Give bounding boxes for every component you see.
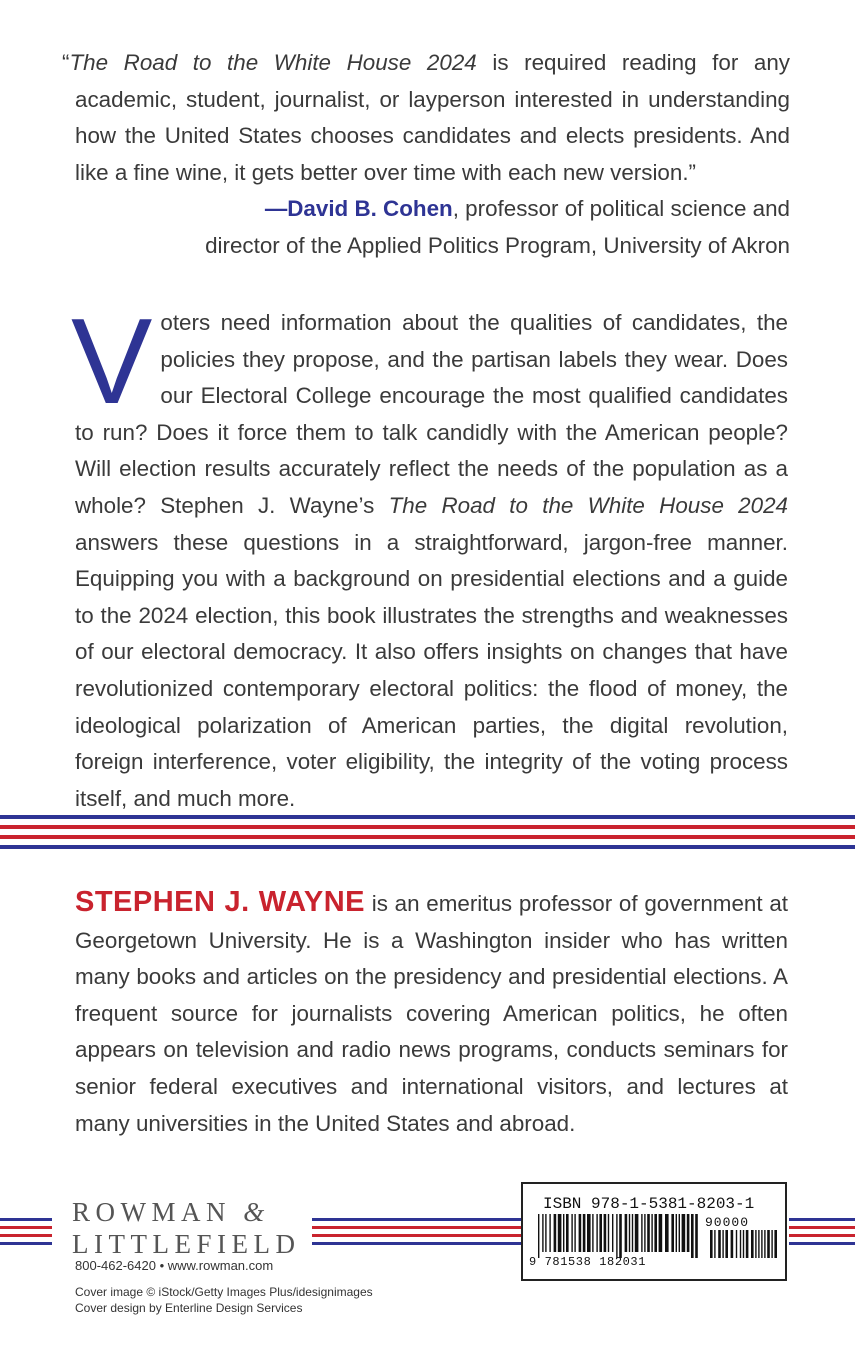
barcode-bar — [616, 1214, 617, 1258]
addon-bar — [761, 1230, 762, 1258]
quote-book-title: The Road to the White House 2024 — [69, 50, 477, 75]
addon-bar — [767, 1230, 770, 1258]
addon-bar — [743, 1230, 744, 1258]
barcode-bar — [695, 1214, 698, 1258]
barcode-bar — [592, 1214, 593, 1252]
barcode-bar — [651, 1214, 652, 1252]
barcode-bar — [579, 1214, 582, 1252]
barcode-bar — [549, 1214, 550, 1252]
cover-credits — [75, 1284, 373, 1316]
cover-image-credit: Cover image © iStock/Getty Images Plus/idesignimages — [75, 1285, 373, 1299]
addon-bar — [736, 1230, 737, 1258]
stripe-divider — [0, 815, 855, 849]
barcode-bar — [654, 1214, 657, 1252]
barcode-bar — [574, 1214, 575, 1252]
barcode-bar — [632, 1214, 633, 1252]
barcode-bar — [558, 1214, 562, 1252]
description-book-title: The Road to the White House 2024 — [388, 492, 788, 518]
ean-digits: 9 781538 182031 — [529, 1255, 647, 1269]
addon-bar — [751, 1230, 754, 1258]
barcode-bar — [619, 1214, 622, 1258]
barcode-bar — [665, 1214, 669, 1252]
quote-affiliation: director of the Applied Politics Program, University of Akron — [205, 232, 790, 258]
barcode-bar — [641, 1214, 642, 1252]
publisher-logo: ROWMAN & LITTLEFIELD — [72, 1197, 301, 1259]
author-bio: STEPHEN J. WAYNE is an emeritus professor of government at Georgetown University. He is a Washington insider who has written many books and articles on the presidency and presidential elections. A frequent source for journalists covering American politics, he often appears on television and radio news programs, conducts seminars for senior federal executives and international visitors, and lectures at many universities in the United States and abroad. — [75, 886, 788, 1136]
addon-bar — [755, 1230, 756, 1258]
addon-bar — [764, 1230, 765, 1258]
barcode-bar — [554, 1214, 557, 1252]
barcode-bar — [676, 1214, 677, 1252]
barcode-bar — [538, 1214, 539, 1258]
addon-bar — [758, 1230, 759, 1258]
stripe-left — [0, 1218, 52, 1262]
publisher-contact: 800-462-6420 • www.rowman.com — [75, 1258, 274, 1273]
addon-bar — [740, 1230, 741, 1258]
drop-cap: V — [71, 293, 153, 429]
barcode-bar — [629, 1214, 630, 1252]
barcode-bar — [644, 1214, 645, 1252]
barcode-bar — [587, 1214, 591, 1252]
barcode-bar — [647, 1214, 650, 1252]
isbn-label: ISBN 978-1-5381-8203-1 — [543, 1195, 755, 1213]
barcode-bar — [599, 1214, 602, 1252]
addon-bar — [731, 1230, 734, 1258]
barcode-bar — [583, 1214, 586, 1252]
barcode-bar — [679, 1214, 680, 1252]
barcode-bar — [596, 1214, 597, 1252]
quote-author: David B. Cohen — [287, 196, 453, 222]
barcode-bar — [566, 1214, 569, 1252]
barcode-bar — [625, 1214, 628, 1252]
barcode-bar — [691, 1214, 694, 1258]
barcode-bar — [612, 1214, 613, 1252]
addon-bar — [710, 1230, 713, 1258]
barcode-bar — [635, 1214, 639, 1252]
barcode-bar — [542, 1214, 543, 1252]
barcode-bar — [682, 1214, 686, 1252]
barcode-bar — [671, 1214, 674, 1252]
addon-bar — [746, 1230, 749, 1258]
barcode-bar — [604, 1214, 607, 1252]
addon-bar — [718, 1230, 721, 1258]
addon-bar — [774, 1230, 777, 1258]
stripe-right — [789, 1218, 855, 1262]
barcode-bar — [571, 1214, 572, 1252]
barcode-bar — [687, 1214, 690, 1252]
addon-bar — [714, 1230, 715, 1258]
stripe-middle — [312, 1218, 521, 1262]
quote-text: “The Road to the White House 2024 is required reading for any academic, student, journalist, or layperson interested in understanding how the United States chooses candidates and elects presidents. And like a fine wine, it gets better over time with each new version.” — [62, 50, 790, 185]
barcode-bar — [545, 1214, 546, 1252]
quote-attribution: —David B. Cohen, professor of political science and — [264, 196, 790, 222]
addon-bar — [722, 1230, 723, 1258]
addon-bar — [725, 1230, 728, 1258]
author-name: STEPHEN J. WAYNE — [75, 886, 365, 918]
barcode-bar — [563, 1214, 564, 1252]
addon-digits: 90000 — [705, 1215, 750, 1230]
cover-design-credit: Cover design by Enterline Design Services — [75, 1301, 303, 1315]
book-description: Voters need information about the qualities of candidates, the policies they propose, and the partisan labels they wear. Does our Electoral College encourage the most qualified candidates to run? Does it force them to talk candidly with the American people? Will election results accurately reflect the needs of the population as a whole? Stephen J. Wayne’s The Road to the White House 2024 answers these questions in a straightforward, jargon-free manner. Equipping you with a background on presidential elections and a guide to the 2024 election, this book illustrates the strengths and weaknesses of our electoral democracy. It also offers insights on changes that have revolutionized contemporary electoral politics: the flood of money, the ideological polarization of American parties, the digital revolution, foreign interference, voter eligibility, the integrity of the voting process itself, and much more. — [71, 293, 788, 811]
barcode-bar — [659, 1214, 663, 1252]
isbn-barcode — [521, 1182, 787, 1281]
endorsement-quote — [62, 45, 790, 265]
barcode-bar — [608, 1214, 609, 1252]
addon-bar — [771, 1230, 772, 1258]
